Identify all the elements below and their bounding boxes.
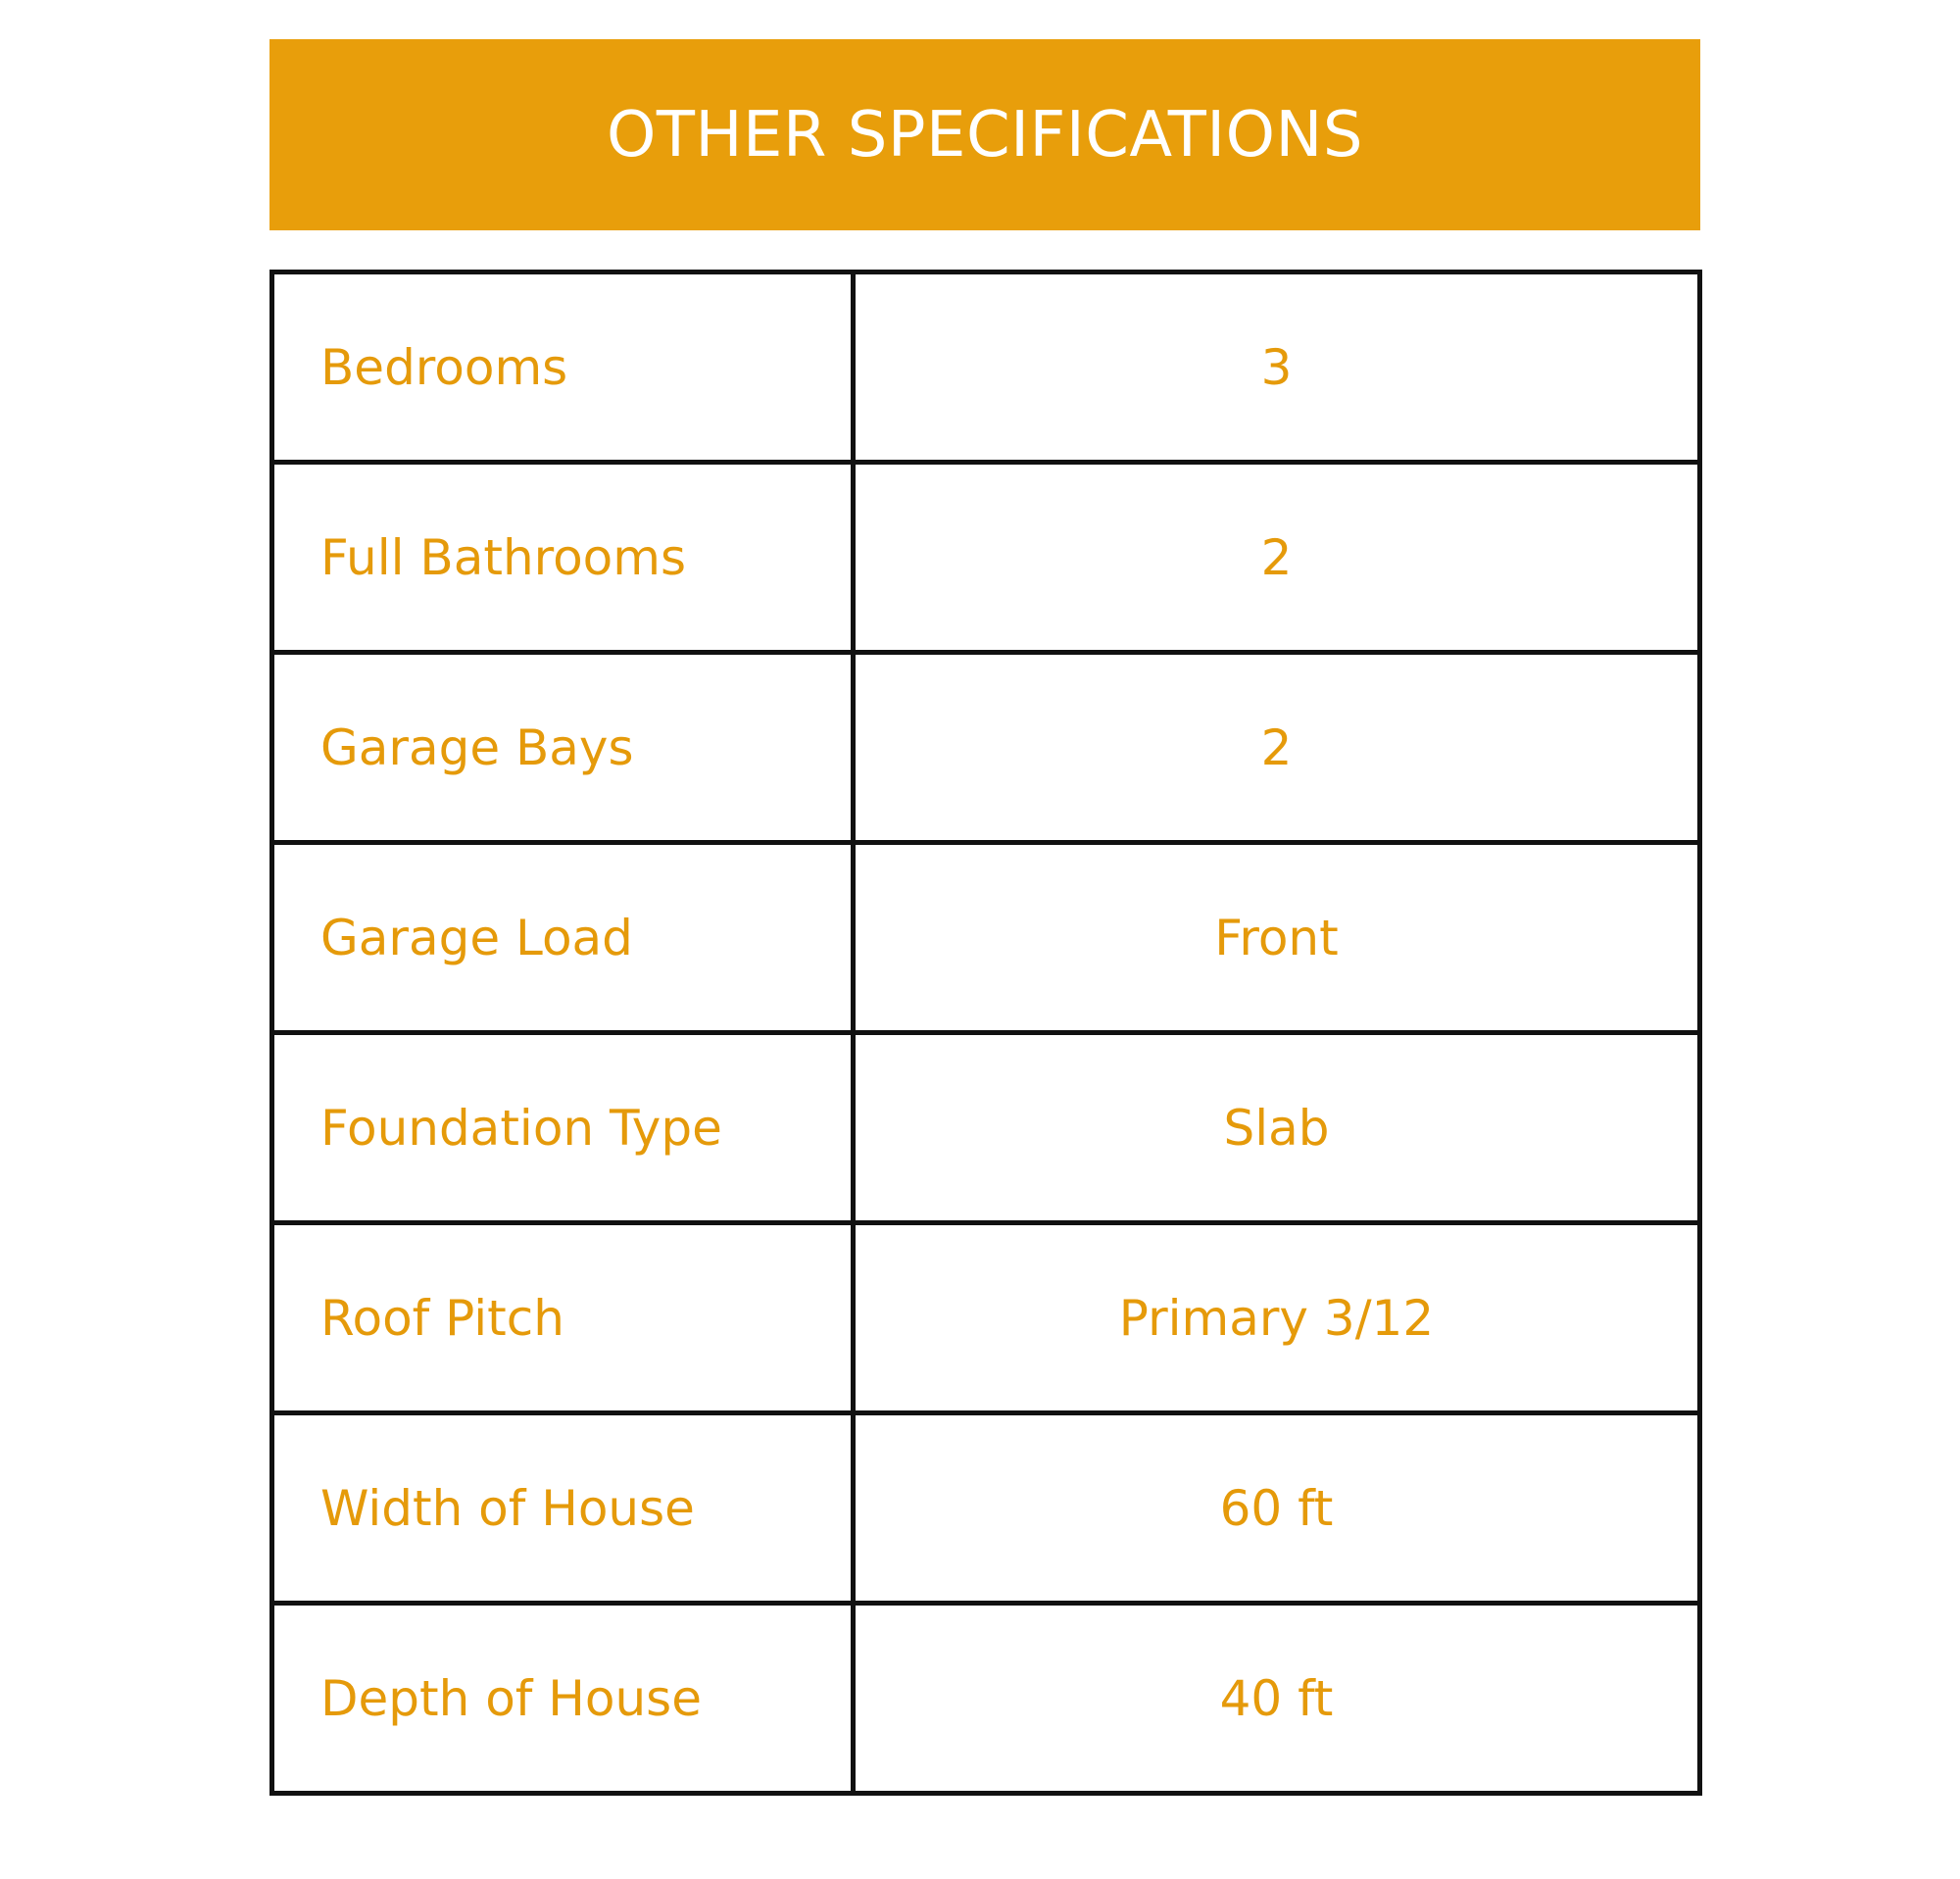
specifications-header xyxy=(270,39,1700,230)
spec-label: Full Bathrooms xyxy=(272,463,854,653)
spec-value: Front xyxy=(854,843,1700,1033)
spec-value: 40 ft xyxy=(854,1604,1700,1794)
spec-label: Depth of House xyxy=(272,1604,854,1794)
spec-label: Garage Bays xyxy=(272,653,854,843)
spec-label: Bedrooms xyxy=(272,272,854,463)
table-row xyxy=(272,1413,1700,1604)
table-row xyxy=(272,272,1700,463)
specifications-table xyxy=(270,270,1702,1796)
table-row xyxy=(272,653,1700,843)
table-row xyxy=(272,1033,1700,1223)
spec-value: 3 xyxy=(854,272,1700,463)
page-title: OTHER SPECIFICATIONS xyxy=(606,98,1364,172)
spec-label: Foundation Type xyxy=(272,1033,854,1223)
table-row xyxy=(272,1223,1700,1413)
spec-label: Garage Load xyxy=(272,843,854,1033)
spec-label: Width of House xyxy=(272,1413,854,1604)
spec-value: 2 xyxy=(854,653,1700,843)
table-row xyxy=(272,843,1700,1033)
spec-value: 60 ft xyxy=(854,1413,1700,1604)
spec-value: 2 xyxy=(854,463,1700,653)
spec-label: Roof Pitch xyxy=(272,1223,854,1413)
spec-value: Slab xyxy=(854,1033,1700,1223)
table-row xyxy=(272,463,1700,653)
table-row xyxy=(272,1604,1700,1794)
spec-value: Primary 3/12 xyxy=(854,1223,1700,1413)
